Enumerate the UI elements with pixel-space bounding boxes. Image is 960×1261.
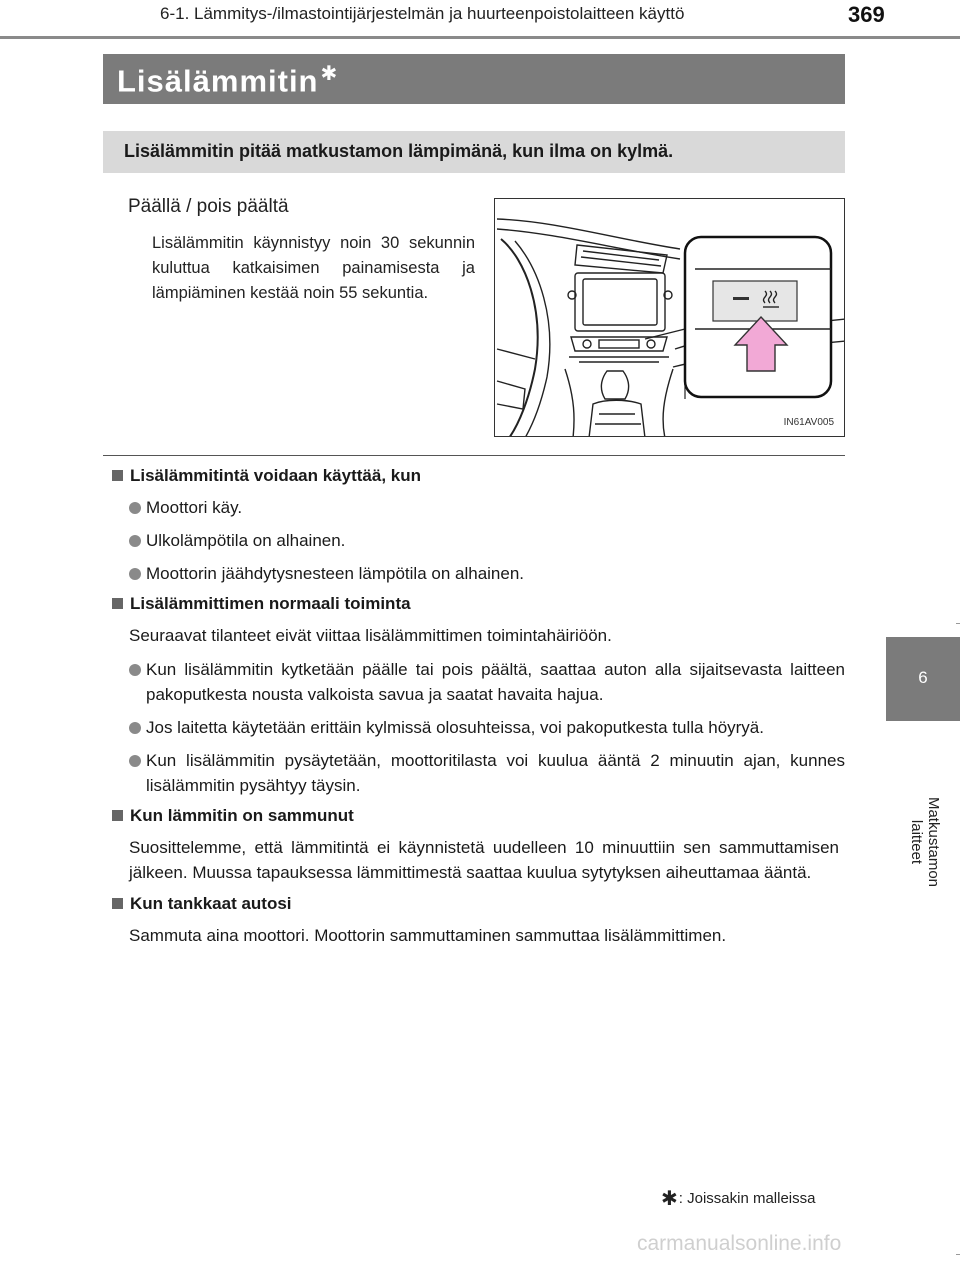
- round-bullet-icon: [129, 502, 141, 514]
- section-asterisk: ✱: [320, 63, 339, 85]
- dashboard-drawing: [495, 199, 845, 437]
- square-bullet-icon: [112, 898, 123, 909]
- edge-tick: [956, 623, 960, 624]
- footnote-asterisk: ✱: [661, 1188, 678, 1210]
- section-banner: [103, 54, 845, 104]
- intro-text: Lisälämmitin pitää matkustamon lämpimänä, kun ilma on kylmä.: [124, 141, 674, 161]
- list-item-text: Kun lisälämmitin kytketään päälle tai pois päältä, saattaa auton alla sijaitsevasta laitteen pakoputkesta nousta valkoista savua ja saatat havaita hajua.: [146, 660, 845, 704]
- list-item: [129, 657, 845, 707]
- footnote-text: : Joissakin malleissa: [678, 1190, 816, 1207]
- divider: [103, 455, 845, 456]
- round-bullet-icon: [129, 722, 141, 734]
- section-paragraph: Sammuta aina moottori. Moottorin sammuttaminen sammuttaa lisälämmittimen.: [129, 926, 727, 945]
- list-item-text: Jos laitetta käytetään erittäin kylmissä olosuhteissa, voi pakoputkesta tulla höyryä.: [146, 718, 764, 737]
- list-item: [129, 561, 845, 586]
- section-heading: [110, 594, 845, 614]
- onoff-body: Lisälämmitin käynnistyy noin 30 sekunnin kuluttua katkaisimen painamisesta ja lämpiäminen kestää noin 55 sekuntia.: [152, 234, 475, 302]
- section-heading-text: Kun lämmitin on sammunut: [130, 806, 354, 825]
- footnote: [661, 1184, 815, 1209]
- section-heading-text: Kun tankkaat autosi: [130, 894, 292, 913]
- square-bullet-icon: [112, 598, 123, 609]
- edge-tick: [956, 1254, 960, 1255]
- section-heading: [110, 466, 845, 486]
- list-item: [129, 528, 845, 553]
- list-item: [129, 748, 845, 798]
- header-rule: [0, 36, 960, 39]
- dashboard-illustration: [494, 198, 845, 437]
- intro-box: [103, 131, 845, 173]
- page-number: 369: [848, 2, 885, 27]
- chapter-label: Matkustamon laitteet: [908, 796, 942, 888]
- onoff-heading: Päällä / pois päältä: [128, 196, 289, 217]
- round-bullet-icon: [129, 755, 141, 767]
- chapter-tab: [886, 637, 960, 721]
- figure-code: IN61AV005: [783, 417, 834, 428]
- round-bullet-icon: [129, 535, 141, 547]
- section-heading: [110, 894, 845, 914]
- content-sections: [110, 466, 845, 957]
- list-item-text: Moottori käy.: [146, 498, 243, 517]
- section-paragraph: Suosittelemme, että lämmitintä ei käynnistetä uudelleen 10 minuuttiin sen sammuttamisen jälkeen. Muussa tapauksessa lämmittimestä saattaa kuulua sytytyksen aiheuttamaa ääntä.: [129, 838, 839, 882]
- round-bullet-icon: [129, 664, 141, 676]
- section-paragraph: Seuraavat tilanteet eivät viittaa lisälämmittimen toimintahäiriöön.: [129, 626, 612, 645]
- running-header: 6-1. Lämmitys-/ilmastointijärjestelmän ja huurteenpoistolaitteen käyttö: [160, 4, 685, 23]
- list-item-text: Moottorin jäähdytysnesteen lämpötila on alhainen.: [146, 564, 525, 583]
- section-heading: [110, 806, 845, 826]
- round-bullet-icon: [129, 568, 141, 580]
- section-heading-text: Lisälämmitintä voidaan käyttää, kun: [130, 466, 421, 485]
- section-heading-text: Lisälämmittimen normaali toiminta: [130, 594, 411, 613]
- list-item-text: Ulkolämpötila on alhainen.: [146, 531, 346, 550]
- list-item: [129, 715, 845, 740]
- chapter-number: 6: [918, 668, 928, 687]
- watermark: carmanualsonline.info: [637, 1232, 842, 1255]
- list-item-text: Kun lisälämmitin pysäytetään, moottoritilasta voi kuulua ääntä 2 minuutin ajan, kunnes lisälämmitin pysähtyy täysin.: [146, 751, 845, 795]
- square-bullet-icon: [112, 470, 123, 481]
- section-title: [117, 61, 338, 99]
- square-bullet-icon: [112, 810, 123, 821]
- list-item: [129, 495, 845, 520]
- section-title-text: Lisälämmitin: [117, 63, 319, 99]
